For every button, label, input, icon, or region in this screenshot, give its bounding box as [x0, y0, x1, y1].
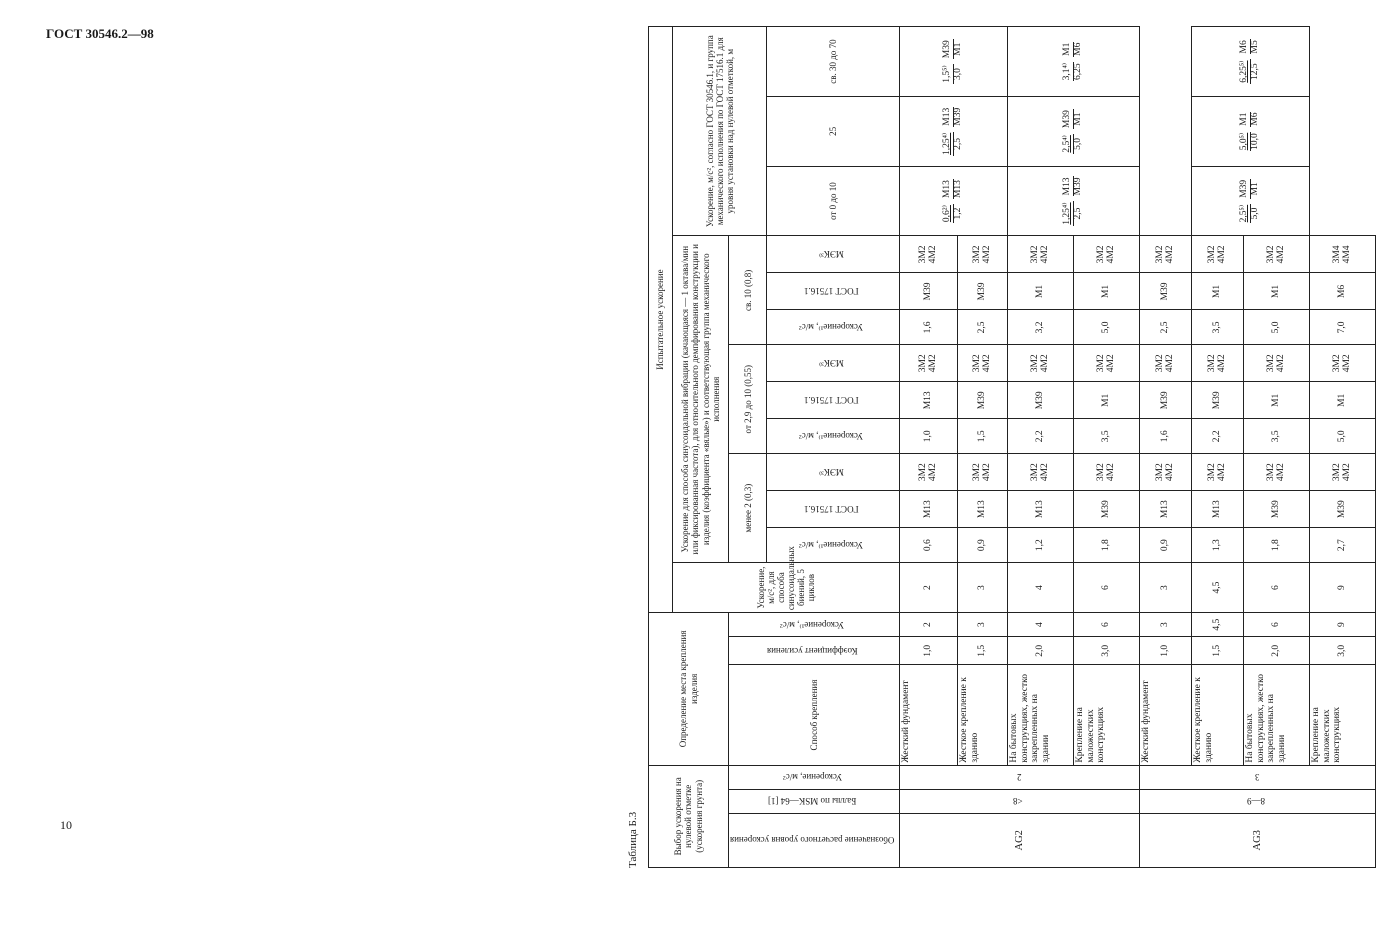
level-3-cell — [1192, 27, 1310, 97]
data-table — [648, 26, 1376, 868]
damp2-mek-group-line: 4M2 — [982, 354, 993, 373]
level-1-cell-accel: 1,25⁴⁾ 2,5 — [1062, 202, 1084, 225]
shock-acceleration: 3 — [958, 563, 1008, 613]
damp3-mek-group-line: 4M2 — [982, 245, 993, 264]
header-msk: Баллы по MSK—64 [1] — [729, 789, 900, 813]
level-1-cell-group: M13 M13 — [942, 180, 964, 199]
damp1-mek-group-line: 3M2 — [1155, 463, 1166, 482]
damp1-gost-group: M13 — [1008, 491, 1074, 528]
header-sub-mek: МЭК³⁾ — [767, 345, 900, 382]
damp1-mek-group-line: 4M2 — [928, 463, 939, 482]
rotated-table-container — [622, 26, 1353, 868]
damp2-mek-group-line: 4M2 — [1276, 354, 1287, 373]
damp2-mek-group-line: 3M2 — [972, 354, 983, 373]
header-sub-gost: ГОСТ 17516.1 — [767, 491, 900, 528]
damp1-mek-group-line: 4M2 — [1276, 463, 1287, 482]
damp3-mek-group-line: 3M4 — [1332, 245, 1343, 264]
shock-acceleration: 4,5 — [1192, 563, 1244, 613]
damp3-mek-group-line: 3M2 — [1155, 245, 1166, 264]
damp3-mek-group-line: 4M4 — [1342, 245, 1353, 264]
damp2-gost-group: M1 — [1244, 382, 1310, 419]
damp2-mek-group-line: 3M2 — [1096, 354, 1107, 373]
damp2-mek-group — [1244, 345, 1310, 382]
header-mounting-definition: Определение места крепления изделия — [649, 613, 729, 765]
level-3-cell — [900, 27, 1008, 97]
damp2-mek-group — [1074, 345, 1140, 382]
damp3-mek-group-line: 4M2 — [1217, 245, 1228, 264]
header-amplification: Коэффициент усиления — [729, 637, 900, 665]
level-1-cell-group: M39 M1 — [1239, 179, 1261, 198]
damp3-gost-group: M39 — [958, 273, 1008, 310]
mounting-method: Жесткий фундамент — [900, 665, 958, 765]
mounting-method: Жесткое крепление к зданию — [1192, 665, 1244, 765]
damp3-mek-group-line: 3M2 — [1030, 245, 1041, 264]
damp1-acceleration: 1,3 — [1192, 528, 1244, 563]
damp3-mek-group-line: 4M2 — [1040, 245, 1051, 264]
header-sinusoidal-method: Ускорение для способа синусоидальной вибрации (качающаяся — 1 октава/мин или фиксированная частота), для относительного демпфирования конструкции и изделия (коэффициента «вялые») и соответствующая группа механического исполнения — [673, 236, 729, 563]
damp1-mek-group-line: 4M2 — [1217, 463, 1228, 482]
header-sub-mek: МЭК³⁾ — [767, 236, 900, 273]
level-1-cell-group: M13 M39 — [1062, 177, 1084, 196]
damp3-acceleration: 5,0 — [1074, 310, 1140, 345]
damp2-acceleration: 2,2 — [1192, 419, 1244, 454]
damp3-mek-group-line: 4M2 — [1276, 245, 1287, 264]
damp1-gost-group: M13 — [958, 491, 1008, 528]
shock-acceleration: 6 — [1244, 563, 1310, 613]
amplification-coefficient: 3,0 — [1310, 637, 1376, 665]
damp2-gost-group: M1 — [1310, 382, 1376, 419]
damp2-mek-group — [1310, 345, 1376, 382]
damp2-gost-group: M39 — [1192, 382, 1244, 419]
damp1-acceleration: 0,9 — [958, 528, 1008, 563]
header-level-1: от 0 до 10 — [767, 166, 900, 236]
level-2-cell-accel: 2,5⁴⁾ 5,0 — [1062, 135, 1084, 153]
document-title: ГОСТ 30546.2—98 — [46, 26, 154, 41]
damp3-mek-group — [1074, 236, 1140, 273]
damp2-mek-group-line: 4M2 — [1342, 354, 1353, 373]
damp1-gost-group: M13 — [1140, 491, 1192, 528]
damp1-mek-group-line: 3M2 — [1332, 463, 1343, 482]
header-damp-1: менее 2 (0,3) — [729, 454, 767, 563]
acceleration-value: 3 — [958, 613, 1008, 637]
header-mounting-method: Способ крепления — [729, 665, 900, 765]
damp2-gost-group: M39 — [1140, 382, 1192, 419]
damp1-mek-group — [1140, 454, 1192, 491]
damp2-gost-group: M39 — [1008, 382, 1074, 419]
damp1-mek-group-line: 4M2 — [1342, 463, 1353, 482]
damp2-mek-group-line: 4M2 — [1217, 354, 1228, 373]
damp2-mek-group-line: 3M2 — [1030, 354, 1041, 373]
damp1-mek-group-line: 3M2 — [972, 463, 983, 482]
header-sub-gost: ГОСТ 17516.1 — [767, 382, 900, 419]
acceleration-value: 2 — [900, 613, 958, 637]
level-2-cell-group: M1 M6 — [1239, 112, 1261, 126]
group-msk-score: 8—9 — [1140, 789, 1376, 813]
header-accel: Ускорение, м/с² — [729, 765, 900, 789]
damp3-gost-group: M1 — [1192, 273, 1244, 310]
damp2-mek-group-line: 4M2 — [1040, 354, 1051, 373]
mounting-method: На бытовых конструкциях, жестко закрепленных на здании — [1008, 665, 1074, 765]
damp1-mek-group — [1192, 454, 1244, 491]
level-3-cell-group: M39 M1 — [942, 40, 964, 59]
damp1-mek-group-line: 4M2 — [1040, 463, 1051, 482]
acceleration-value: 4 — [1008, 613, 1074, 637]
damp2-mek-group-line: 3M2 — [918, 354, 929, 373]
mounting-method: Жесткий фундамент — [1140, 665, 1192, 765]
acceleration-value: 6 — [1074, 613, 1140, 637]
group-acceleration: 2 — [900, 765, 1140, 789]
header-test-acceleration: Испытательное ускорение — [649, 27, 673, 613]
level-3-cell-accel: 3,1⁴⁾ 6,25 — [1062, 62, 1084, 81]
damp1-mek-group-line: 4M2 — [1106, 463, 1117, 482]
damp3-acceleration: 2,5 — [958, 310, 1008, 345]
header-sub-gost: ГОСТ 17516.1 — [767, 273, 900, 310]
shock-acceleration: 9 — [1310, 563, 1376, 613]
mounting-method: Жесткое крепление к зданию — [958, 665, 1008, 765]
header-seismic-selection: Выбор ускорения на нулевой отметке (ускорения грунта) — [649, 765, 729, 867]
shock-acceleration: 2 — [900, 563, 958, 613]
damp2-gost-group: M13 — [900, 382, 958, 419]
level-1-cell — [1008, 166, 1140, 236]
mounting-method: Крепление на маложестких конструкциях — [1074, 665, 1140, 765]
shock-acceleration: 4 — [1008, 563, 1074, 613]
damp1-gost-group: M39 — [1074, 491, 1140, 528]
damp3-acceleration: 3,5 — [1192, 310, 1244, 345]
damp1-gost-group: M39 — [1310, 491, 1376, 528]
level-3-cell-group: M6 M5 — [1239, 40, 1261, 54]
damp3-mek-group-line: 3M2 — [918, 245, 929, 264]
damp3-mek-group-line: 3M2 — [972, 245, 983, 264]
damp1-mek-group-line: 3M2 — [1030, 463, 1041, 482]
damp1-mek-group-line: 3M2 — [918, 463, 929, 482]
damp3-mek-group — [1008, 236, 1074, 273]
damp1-acceleration: 1,8 — [1244, 528, 1310, 563]
damp1-acceleration: 1,2 — [1008, 528, 1074, 563]
damp2-acceleration: 1,6 — [1140, 419, 1192, 454]
table-row — [1192, 27, 1244, 868]
damp1-mek-group — [1244, 454, 1310, 491]
mounting-method: На бытовых конструкциях, жестко закрепленных на здании — [1244, 665, 1310, 765]
acceleration-value: 9 — [1310, 613, 1376, 637]
damp1-gost-group: M13 — [1192, 491, 1244, 528]
table-row — [1140, 27, 1192, 868]
damp3-mek-group-line: 4M2 — [928, 245, 939, 264]
damp3-mek-group-line: 3M2 — [1096, 245, 1107, 264]
damp1-mek-group — [958, 454, 1008, 491]
group-designation: AG3 — [1140, 813, 1376, 867]
level-2-cell-group: M39 M1 — [1062, 110, 1084, 129]
table-body — [900, 27, 1376, 868]
damp3-mek-group — [900, 236, 958, 273]
damp2-mek-group-line: 4M2 — [1106, 354, 1117, 373]
amplification-coefficient: 2,0 — [1244, 637, 1310, 665]
level-2-cell-accel: 5,0⁵⁾ 10,0 — [1239, 132, 1261, 151]
damp3-gost-group: M39 — [1140, 273, 1192, 310]
damp2-mek-group-line: 4M2 — [1165, 354, 1176, 373]
amplification-coefficient: 1,5 — [1192, 637, 1244, 665]
damp3-mek-group-line: 4M2 — [1106, 245, 1117, 264]
acceleration-value: 4,5 — [1192, 613, 1244, 637]
header-level-2: 25 — [767, 97, 900, 167]
header-damp-3: св. 10 (0,8) — [729, 236, 767, 345]
level-2-cell-accel: 1,25⁴⁾ 2,5 — [942, 132, 964, 156]
group-acceleration: 3 — [1140, 765, 1376, 789]
damp3-gost-group: M1 — [1008, 273, 1074, 310]
damp2-gost-group: M39 — [958, 382, 1008, 419]
level-2-cell-group: M13 M39 — [942, 107, 964, 126]
damp1-mek-group — [900, 454, 958, 491]
header-sub-accel: Ускорение¹⁾, м/с² — [767, 419, 900, 454]
damp3-gost-group: M39 — [900, 273, 958, 310]
level-2-cell — [900, 97, 1008, 167]
group-designation: AG2 — [900, 813, 1140, 867]
damp2-mek-group — [958, 345, 1008, 382]
level-1-cell — [900, 166, 1008, 236]
damp3-gost-group: M6 — [1310, 273, 1376, 310]
damp3-mek-group-line: 3M2 — [1207, 245, 1218, 264]
damp2-acceleration: 1,5 — [958, 419, 1008, 454]
damp3-acceleration: 7,0 — [1310, 310, 1376, 345]
header-sub-accel: Ускорение¹⁾, м/с² — [767, 528, 900, 563]
header-sub-mek: МЭК³⁾ — [767, 454, 900, 491]
damp2-mek-group — [1140, 345, 1192, 382]
damp3-mek-group-line: 4M2 — [1165, 245, 1176, 264]
shock-acceleration: 3 — [1140, 563, 1192, 613]
amplification-coefficient: 2,0 — [1008, 637, 1074, 665]
mounting-method: Крепление на маложестких конструкциях — [1310, 665, 1376, 765]
damp1-mek-group — [1310, 454, 1376, 491]
header-damp-2: от 2,9 до 10 (0,55) — [729, 345, 767, 454]
amplification-coefficient: 3,0 — [1074, 637, 1140, 665]
level-3-cell-accel: 1,5⁵⁾ 3,0 — [942, 65, 964, 83]
damp2-acceleration: 5,0 — [1310, 419, 1376, 454]
damp3-mek-group — [1244, 236, 1310, 273]
damp1-mek-group — [1074, 454, 1140, 491]
damp2-mek-group — [1008, 345, 1074, 382]
header-multiple-shock: Ускорение, м/с², для способа синусоидальных биений, 5 циклов — [673, 563, 900, 613]
amplification-coefficient: 1,0 — [1140, 637, 1192, 665]
damp3-acceleration: 1,6 — [900, 310, 958, 345]
damp3-mek-group — [1192, 236, 1244, 273]
level-3-cell-accel: 6,25⁵⁾ 12,5 — [1239, 60, 1261, 83]
damp2-acceleration: 2,2 — [1008, 419, 1074, 454]
damp1-acceleration: 2,7 — [1310, 528, 1376, 563]
damp1-mek-group-line: 3M2 — [1266, 463, 1277, 482]
damp2-mek-group-line: 3M2 — [1207, 354, 1218, 373]
damp1-acceleration: 0,9 — [1140, 528, 1192, 563]
damp1-acceleration: 1,8 — [1074, 528, 1140, 563]
damp2-acceleration: 3,5 — [1074, 419, 1140, 454]
acceleration-value: 3 — [1140, 613, 1192, 637]
damp1-gost-group: M13 — [900, 491, 958, 528]
table-caption: Таблица Б.3 — [627, 811, 639, 868]
level-1-cell-accel: 0,6²⁾ 1,2 — [942, 205, 964, 223]
shock-acceleration: 6 — [1074, 563, 1140, 613]
damp2-mek-group — [1192, 345, 1244, 382]
header-accel-groups: Ускорение, м/с², согласно ГОСТ 30546.1, и группа механического исполнения по ГОСТ 17516.1 для уровня установки над нулевой отметкой, м — [673, 27, 767, 236]
header-sub-accel: Ускорение¹⁾, м/с² — [767, 310, 900, 345]
table-row — [1008, 27, 1074, 868]
group-msk-score: <8 — [900, 789, 1140, 813]
amplification-coefficient: 1,5 — [958, 637, 1008, 665]
damp2-acceleration: 1,0 — [900, 419, 958, 454]
level-1-cell-accel: 2,5⁵⁾ 5,0 — [1239, 204, 1261, 223]
damp2-mek-group-line: 3M2 — [1332, 354, 1343, 373]
level-1-cell — [1192, 166, 1310, 236]
damp2-mek-group-line: 3M2 — [1155, 354, 1166, 373]
page-number: 10 — [60, 818, 72, 832]
damp3-gost-group: M1 — [1074, 273, 1140, 310]
damp2-mek-group — [900, 345, 958, 382]
damp3-mek-group — [958, 236, 1008, 273]
header-level-3: св. 30 до 70 — [767, 27, 900, 97]
level-2-cell — [1008, 97, 1140, 167]
damp3-gost-group: M1 — [1244, 273, 1310, 310]
damp3-acceleration: 5,0 — [1244, 310, 1310, 345]
table-row — [900, 27, 958, 868]
header-accel-note: Ускорение¹⁾, м/с² — [729, 613, 900, 637]
damp1-acceleration: 0,6 — [900, 528, 958, 563]
damp3-acceleration: 3,2 — [1008, 310, 1074, 345]
damp3-acceleration: 2,5 — [1140, 310, 1192, 345]
table-row — [1310, 27, 1376, 868]
damp1-mek-group — [1008, 454, 1074, 491]
amplification-coefficient: 1,0 — [900, 637, 958, 665]
damp2-mek-group-line: 3M2 — [1266, 354, 1277, 373]
damp2-gost-group: M1 — [1074, 382, 1140, 419]
level-3-cell — [1008, 27, 1140, 97]
damp3-mek-group — [1310, 236, 1376, 273]
level-2-cell — [1192, 97, 1310, 167]
damp2-mek-group-line: 4M2 — [928, 354, 939, 373]
damp1-mek-group-line: 3M2 — [1207, 463, 1218, 482]
header-designation: Обозначение расчетного уровня ускорения — [729, 813, 900, 867]
damp3-mek-group-line: 3M2 — [1266, 245, 1277, 264]
damp1-mek-group-line: 3M2 — [1096, 463, 1107, 482]
damp1-gost-group: M39 — [1244, 491, 1310, 528]
level-3-cell-group: M1 M6 — [1062, 42, 1084, 56]
damp3-mek-group — [1140, 236, 1192, 273]
acceleration-value: 6 — [1244, 613, 1310, 637]
damp2-acceleration: 3,5 — [1244, 419, 1310, 454]
damp1-mek-group-line: 4M2 — [1165, 463, 1176, 482]
damp1-mek-group-line: 4M2 — [982, 463, 993, 482]
